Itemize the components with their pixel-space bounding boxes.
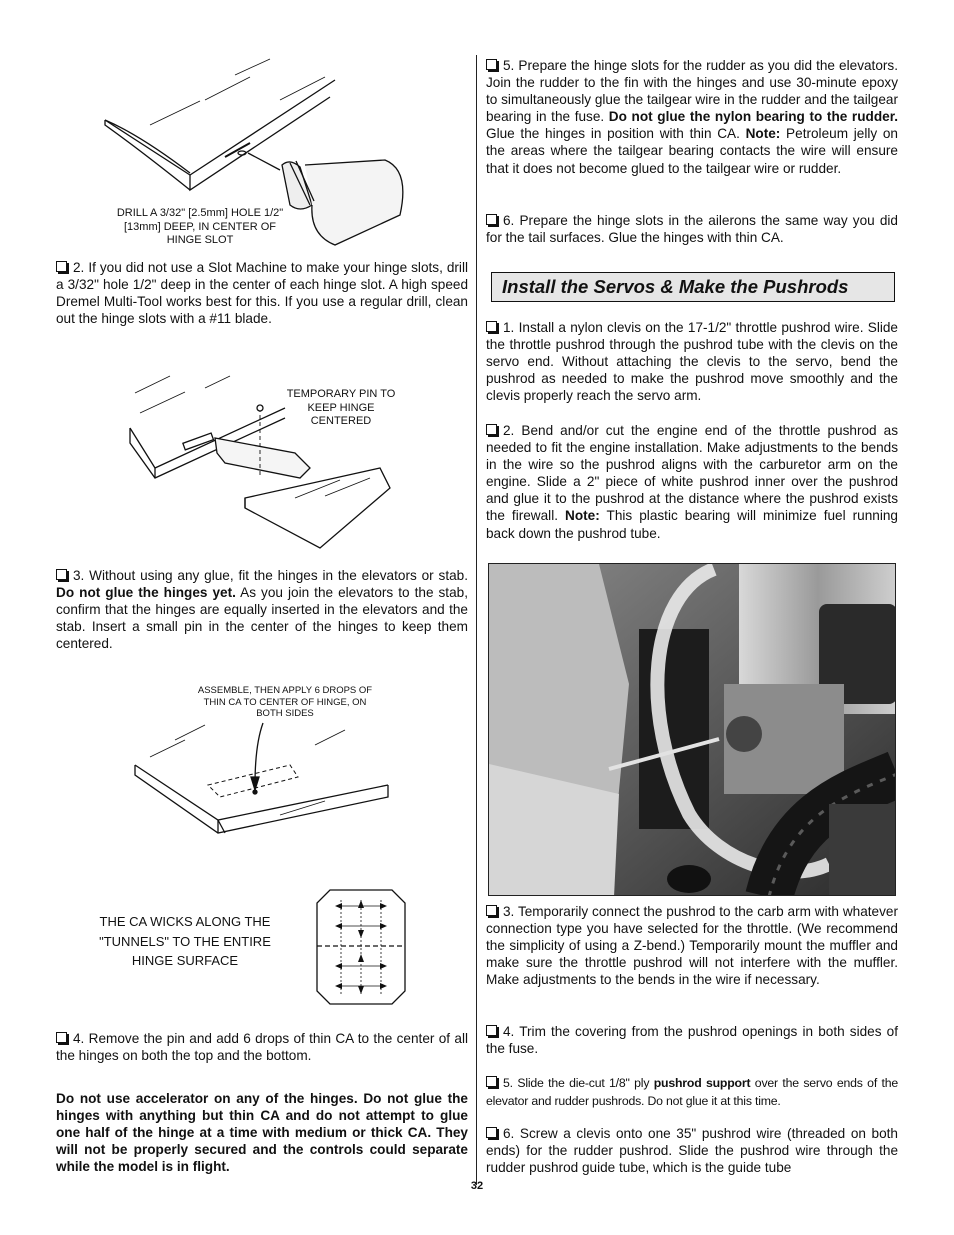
hinge-tunnels-figure bbox=[315, 888, 407, 1006]
checkbox-icon[interactable] bbox=[486, 424, 497, 435]
servo-step-5: 5. Slide the die-cut 1/8" ply pushrod support over the servo ends of the elevator and rudder pushrods. Do not glue it at this time. bbox=[486, 1076, 898, 1109]
step-4-text: 4. Remove the pin and add 6 drops of thin CA to the center of all the hinges on both the top and the bottom. bbox=[56, 1031, 468, 1064]
ca-drops-figure bbox=[130, 715, 395, 840]
drill-caption: DRILL A 3/32" [2.5mm] HOLE 1/2" [13mm] DEEP, IN CENTER OF HINGE SLOT bbox=[116, 207, 284, 246]
section-heading: Install the Servos & Make the Pushrods bbox=[491, 272, 895, 302]
checkbox-icon[interactable] bbox=[486, 905, 497, 916]
hinge-warning: Do not use accelerator on any of the hinges. Do not glue the hinges with anything but thin CA and do not attempt to glue one half of the hinge at a time with medium or thick CA. They will not be properly secured and the controls could separate while the model is in flight. bbox=[56, 1091, 468, 1175]
step-2-text: 2. If you did not use a Slot Machine to make your hinge slots, drill a 3/32" hole 1/2" deep in the center of each hinge slot. A high speed Dremel Multi-Tool works best for this. If you use a regular drill, clean out the hinge slots with a #11 blade. bbox=[56, 260, 468, 327]
wicking-caption: THE CA WICKS ALONG THE "TUNNELS" TO THE ENTIRE HINGE SURFACE bbox=[99, 914, 271, 968]
pin-caption: TEMPORARY PIN TO KEEP HINGE CENTERED bbox=[286, 388, 396, 427]
step-6-text: 6. Prepare the hinge slots in the ailerons the same way you did for the tail surfaces. Glue the hinges with thin CA. bbox=[486, 213, 898, 246]
servo-step-1: 1. Install a nylon clevis on the 17-1/2" throttle pushrod wire. Slide the throttle pushrod through the pushrod tube with the clevis on the servo end. Without attaching the clevis to the servo, bend the pushrod as needed to make the pushrod move smoothly and the clevis properly reach the servo arm. bbox=[486, 320, 898, 404]
checkbox-icon[interactable] bbox=[486, 1076, 497, 1087]
column-divider bbox=[476, 55, 477, 1185]
checkbox-icon[interactable] bbox=[486, 1127, 497, 1138]
step-3-text: 3. Without using any glue, fit the hinges in the elevators or stab. Do not glue the hinges yet. As you join the elevators to the stab, confirm that the hinges are equally inserted in the elevators and the stab. Insert a small pin in the center of the hinges to keep them centered. bbox=[56, 568, 468, 652]
checkbox-icon[interactable] bbox=[486, 1025, 497, 1036]
servo-step-3: 3. Temporarily connect the pushrod to the carb arm with whatever connection type you have selected for the throttle. (We recommend the simplicity of using a Z-bend.) Temporarily mount the muffler and make sure the throttle pushrod will not interfere with the muffler. Make adjustments to the bends in the wire if necessary. bbox=[486, 904, 898, 988]
page-number: 32 bbox=[470, 1180, 484, 1192]
checkbox-icon[interactable] bbox=[486, 214, 497, 225]
servo-step-6: 6. Screw a clevis onto one 35" pushrod wire (threaded on both ends) for the rudder pushrod. Slide the pushrod wire through the rudder pushrod guide tube, which is the guide tube bbox=[486, 1126, 898, 1176]
checkbox-icon[interactable] bbox=[56, 1032, 67, 1043]
step-5-text: 5. Prepare the hinge slots for the rudder as you did the elevators. Join the rudder to the fin with the hinges and use 30-minute epoxy to simultaneously glue the tailgear wire in the rudder and the tailgear bearing in the fuse. Do not glue the nylon bearing to the rudder. Glue the hinges in position with thin CA. Note: Petroleum jelly on the areas where the tailgear bearing contacts the wire will ensure that it does not become glued to the tailgear wire or rudder. bbox=[486, 58, 899, 176]
engine-pushrod-photo bbox=[488, 563, 896, 896]
checkbox-icon[interactable] bbox=[56, 569, 67, 580]
checkbox-icon[interactable] bbox=[56, 261, 67, 272]
servo-step-4: 4. Trim the covering from the pushrod openings in both sides of the fuse. bbox=[486, 1024, 898, 1057]
checkbox-icon[interactable] bbox=[486, 59, 497, 70]
engine-photo-illustration bbox=[489, 564, 896, 896]
assemble-caption: ASSEMBLE, THEN APPLY 6 DROPS OF THIN CA TO CENTER OF HINGE, ON BOTH SIDES bbox=[197, 685, 373, 719]
checkbox-icon[interactable] bbox=[486, 321, 497, 332]
servo-step-2: 2. Bend and/or cut the engine end of the throttle pushrod as needed to fit the engine installation. Make adjustments to the bends in the wire so the pushrod aligns with the carburetor arm on the engine. Slide a 2" piece of white pushrod inner over the pushrod and glue it to the pushrod at the distance where the pushrod exists the firewall. Note: This plastic bearing will minimize fuel running back down the pushrod tube. bbox=[486, 423, 898, 541]
